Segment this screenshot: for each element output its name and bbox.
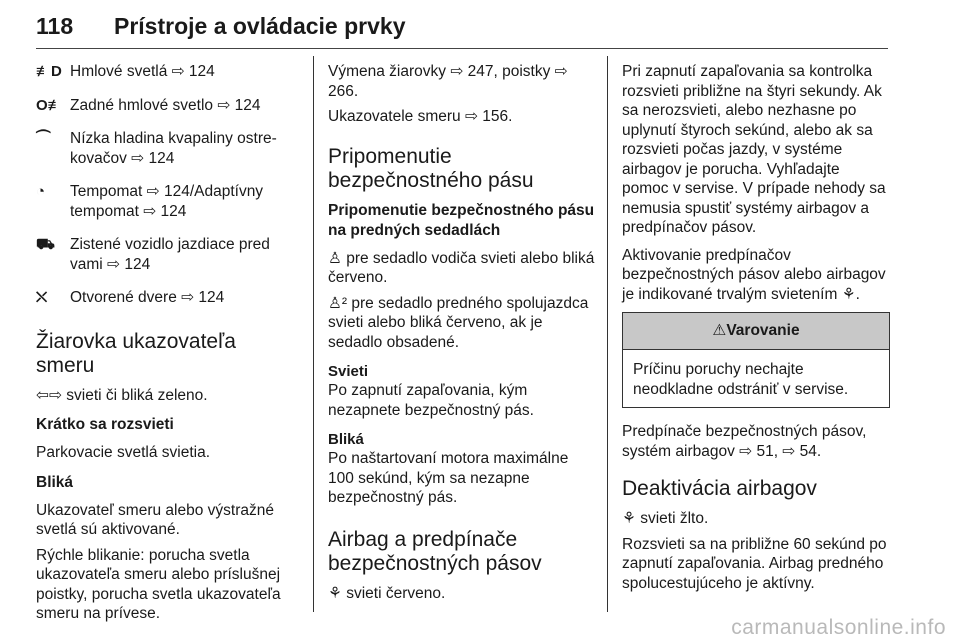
indicator-text: Tempomat ⇨ 124/Adaptívny tempomat ⇨ 124 <box>70 183 264 220</box>
indicator-text: Hmlové svetlá ⇨ 124 <box>70 63 215 80</box>
column-3 <box>622 62 890 601</box>
column-divider <box>313 56 314 612</box>
driver-seat-text: ♙ pre sedadlo vodiča svieti alebo bliká červeno. <box>328 249 595 286</box>
watermark: carmanualsonline.info <box>731 616 946 639</box>
page-title: Prístroje a ovládacie prvky <box>114 13 406 39</box>
airbag-activation-text: Aktivovanie predpínačov bezpečnostných pásov alebo airbagov je indikované trvalým svietením ⚘. <box>622 246 886 303</box>
warning-box <box>622 312 890 408</box>
airbag-icon: ⚘ <box>328 584 342 602</box>
section-heading-belt-reminder: Pripomenutie bezpečnostného pásu <box>328 144 534 192</box>
page-header <box>36 6 888 49</box>
turn-signals-ref: Ukazovatele smeru ⇨ 156. <box>328 108 513 125</box>
deactivation-status-text: ⚘ svieti žlto. <box>622 510 709 527</box>
subheading-blink: Bliká <box>36 473 74 491</box>
indicator-text: Nízka hladina kvapaliny ostre-kovačov ⇨ 124 <box>70 130 277 167</box>
washer-fluid-icon: ⏜ <box>36 130 51 147</box>
indicator-text: Otvorené dvere ⇨ 124 <box>70 289 225 306</box>
turn-signal-text: ⇦⇨ svieti či bliká zeleno. <box>36 386 208 404</box>
page-number: 118 <box>36 13 74 39</box>
section-heading-airbag: Airbag a predpínače bezpečnostných pásov <box>328 527 542 575</box>
seatbelt-driver-icon: ♙ <box>328 249 342 267</box>
front-fog-light-icon: ≢D <box>36 63 62 80</box>
column-1 <box>36 62 298 632</box>
section-heading-airbag-deactivation: Deaktivácia airbagov <box>622 477 817 500</box>
short-text: Parkovacie svetlá svietia. <box>36 444 211 461</box>
indicator-text: Zadné hmlové svetlo ⇨ 124 <box>70 96 261 114</box>
airbag-check-text: Pri zapnutí zapaľovania sa kontrolka rozsvieti približne na štyri sekundy. Ak sa nerozsvieti, alebo nezhasne po uplynutí štyroch sekúnd, alebo ak sa rozsvieti počas jazdy, v systéme airbagov je porucha. Vyhľadajte pomoc v servise. V prípade nehody sa nemusia spustiť systémy airbagov a predpínačov pásov. <box>622 63 886 236</box>
subheading-flash: Bliká <box>328 431 364 448</box>
indicator-washer-fluid <box>36 129 298 168</box>
blink-text-2: Rýchle blikanie: porucha svetla ukazovateľa smeru alebo príslušnej poistky, porucha svetla ukazovateľa smeru na prívese. <box>36 546 281 622</box>
passenger-seat-text: ♙² pre sedadlo predného spolujazdca svieti alebo bliká červeno, ak je sedadlo obsadené. <box>328 294 589 351</box>
indicator-door-open <box>36 288 298 308</box>
indicator-rear-fog <box>36 96 298 116</box>
lit-text: Po zapnutí zapaľovania, kým nezapnete bezpečnostný pás. <box>328 382 534 419</box>
door-open-icon: ⛌ <box>36 289 48 306</box>
seatbelt-passenger-icon: ♙² <box>328 294 348 312</box>
column-divider <box>607 56 608 612</box>
indicator-vehicle-ahead <box>36 235 298 274</box>
deactivation-detail-text: Rozsvieti sa na približne 60 sekúnd po zapnutí zapaľovania. Airbag predného spolucestujúceho je aktívny. <box>622 535 887 592</box>
airbag-text: ⚘ svieti červeno. <box>328 584 446 602</box>
indicator-cruise-control <box>36 182 298 221</box>
column-2 <box>328 62 598 611</box>
flash-text: Po naštartovaní motora maximálne 100 sekúnd, kým sa nezapne bezpečnostný pás. <box>328 450 569 506</box>
rear-fog-light-icon: O≢ <box>36 96 63 114</box>
indicator-front-fog <box>36 62 298 82</box>
warning-triangle-icon: ⚠ <box>712 322 727 339</box>
pretensioner-ref-text: Predpínače bezpečnostných pásov, systém airbagov ⇨ 51, ⇨ 54. <box>622 423 867 460</box>
bulb-replacement-text: Výmena žiarovky ⇨ 247, poistky ⇨ 266. <box>328 63 568 100</box>
airbag-icon: ⚘ <box>841 285 856 303</box>
subheading-lit: Svieti <box>328 363 369 380</box>
warning-title: ⚠Varovanie <box>623 313 889 350</box>
section-heading-turn-signal: Žiarovka ukazovateľa smeru <box>36 329 236 377</box>
vehicle-ahead-icon: ⛟ <box>36 236 55 253</box>
blink-text-1: Ukazovateľ smeru alebo výstražné svetlá sú aktivované. <box>36 501 274 538</box>
indicator-text: Zistené vozidlo jazdiace pred vami ⇨ 124 <box>70 236 270 273</box>
warning-body: Príčinu poruchy nechajte neodkladne odstrániť v servise. <box>633 361 849 398</box>
airbag-off-icon: ⚘ <box>622 510 636 527</box>
cruise-control-icon: ◔ <box>36 183 46 200</box>
subheading-short: Krátko sa rozsvieti <box>36 416 174 433</box>
subheading-front-seats: Pripomenutie bezpečnostného pásu na predných sedadlách <box>328 201 595 239</box>
